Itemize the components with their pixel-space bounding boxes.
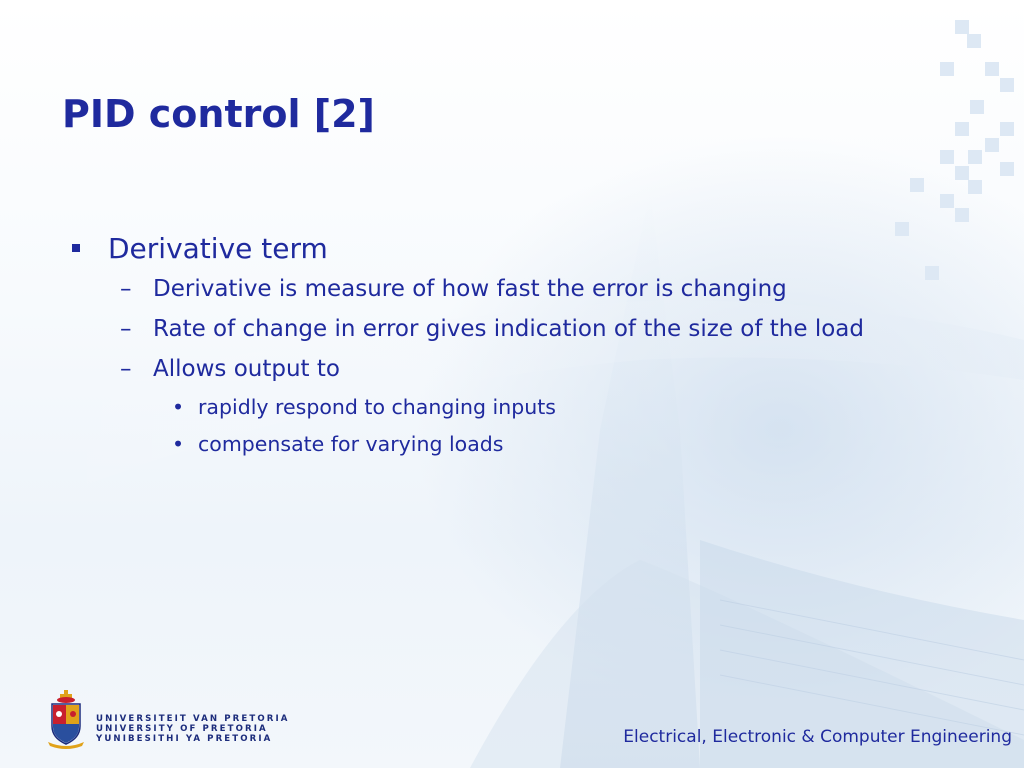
- dot-bullet-icon: •: [172, 432, 185, 456]
- sub-bullet-text: Derivative is measure of how fast the error is changing: [153, 276, 787, 302]
- sub-bullet-item: [72, 352, 873, 386]
- bullet-list: [72, 230, 912, 466]
- logo-line-sepedi: YUNIBESITHI YA PRETORIA: [96, 734, 273, 744]
- sub-sub-bullet-text: rapidly respond to changing inputs: [198, 395, 556, 419]
- sub-bullet-text: Allows output to: [153, 356, 340, 382]
- square-bullet-icon: [72, 244, 80, 252]
- sub-sub-bullet-text: compensate for varying loads: [198, 432, 504, 456]
- logo-line-english: UNIVERSITY OF PRETORIA: [96, 724, 268, 734]
- sub-bullet-item: [72, 312, 873, 346]
- dash-bullet-icon: –: [120, 276, 132, 302]
- crest-icon: [46, 688, 86, 750]
- bullet-text: Derivative term: [108, 232, 328, 265]
- footer-department: Electrical, Electronic & Computer Engineering: [623, 727, 1012, 747]
- dash-bullet-icon: –: [120, 316, 132, 342]
- sub-bullet-text: Rate of change in error gives indication of the size of the load: [153, 316, 865, 342]
- university-logo: [46, 688, 290, 752]
- slide-title: PID control [2]: [62, 92, 375, 136]
- dot-bullet-icon: •: [172, 395, 185, 419]
- dash-bullet-icon: –: [120, 356, 132, 382]
- bullet-item-derivative-term: [72, 230, 912, 268]
- sub-bullet-item: [72, 272, 873, 306]
- sub-sub-bullet-item: [72, 392, 912, 422]
- university-name: [96, 714, 306, 744]
- sub-sub-bullet-item: [72, 429, 912, 459]
- logo-line-afrikaans: UNIVERSITEIT VAN PRETORIA: [96, 714, 290, 724]
